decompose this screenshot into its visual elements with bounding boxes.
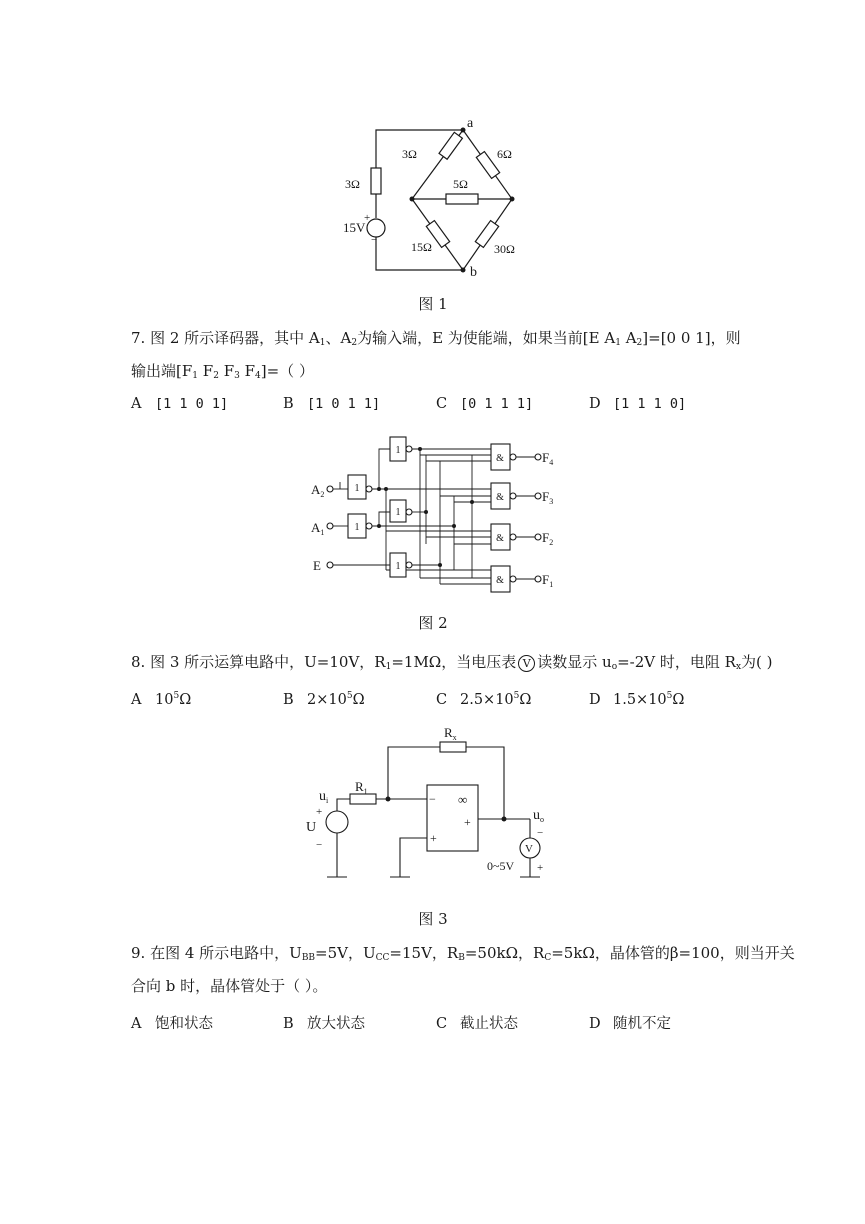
figure-2-caption: 图 2	[418, 614, 448, 632]
question-7-line-2: 输出端[$F_1$ $F_2$ $F_3$ $F_4]=$（ ）	[131, 362, 314, 381]
opamp-output-plus: +	[464, 815, 471, 829]
not-label-5: 1	[395, 561, 401, 572]
q7-option-b[interactable]: B [1 0 1 1]	[283, 396, 381, 412]
figure-3-opamp-circuit	[300, 720, 560, 885]
label-r1: $R_1$	[355, 779, 368, 796]
label-uo-minus: −	[537, 827, 544, 839]
opamp-infinity: ∞	[458, 792, 468, 807]
not-label-4: 1	[395, 507, 401, 518]
q8-option-c[interactable]: C $2.5\times 10^5\Omega$	[436, 691, 532, 708]
not-label-3: 1	[395, 445, 401, 456]
label-r-bottom-right: 30Ω	[494, 242, 515, 256]
resistor-rx	[440, 742, 466, 752]
not-label-1: 1	[354, 483, 360, 494]
label-ui: $u_i$	[319, 789, 329, 805]
figure-1-caption: 图 1	[418, 295, 448, 313]
q7-option-c[interactable]: C [0 1 1 1]	[436, 396, 534, 412]
question-9-line-2: 合向 b 时，晶体管处于（ ）。	[131, 977, 328, 995]
and-label-f2: &	[496, 533, 504, 544]
label-source: 15V	[343, 220, 366, 235]
output-f4-label: $F_4$	[542, 450, 554, 467]
output-f1-label: $F_1$	[542, 572, 554, 589]
label-meter-plus: +	[537, 862, 544, 874]
opamp-plus: +	[430, 831, 437, 845]
and-label-f4: &	[496, 453, 504, 464]
label-r-middle: 5Ω	[453, 177, 468, 191]
input-a2-label: $A_2$	[311, 482, 325, 499]
label-r-series: 3Ω	[345, 177, 360, 191]
node-a-label: a	[467, 116, 474, 131]
label-uo: $u_o$	[533, 808, 544, 824]
q7-option-a[interactable]: A [1 1 0 1]	[131, 396, 229, 412]
label-r-top-left: 3Ω	[402, 147, 417, 161]
input-a1-label: $A_1$	[311, 520, 325, 537]
q9-option-b[interactable]: B 放大状态	[283, 1016, 365, 1032]
q8-option-a[interactable]: A $10^5\Omega$	[131, 691, 192, 708]
question-7-line-1: 7. 图 2 所示译码器，其中 $A_1$、$A_2$为输入端，E 为使能端，如果当前[E $A_1$ $A_2]=[0$ 0 1]，则	[131, 329, 741, 348]
figure-3-caption: 图 3	[418, 910, 448, 928]
q7-option-d[interactable]: D [1 1 1 0]	[589, 396, 687, 412]
and-label-f1: &	[496, 575, 504, 586]
and-label-f3: &	[496, 492, 504, 503]
output-f2-label: $F_2$	[542, 530, 554, 547]
resistor-series-3ohm	[371, 168, 381, 194]
voltage-source-u	[326, 811, 348, 833]
label-ui-plus: +	[316, 806, 323, 818]
question-8-text: 8. 图 3 所示运算电路中，U=10V，$R_1=1M\Omega$，当电压表 V 读数显示 $u_o=-2V$ 时，电阻 $R_x$为( )	[131, 653, 773, 672]
label-source-minus: −	[371, 234, 378, 246]
voltmeter-icon: V	[518, 655, 535, 672]
label-r-bottom-left: 15Ω	[411, 240, 432, 254]
figure-2-decoder-circuit	[305, 430, 565, 600]
q8-option-d[interactable]: D $1.5\times 10^5\Omega$	[589, 691, 685, 708]
q9-option-d[interactable]: D 随机不定	[589, 1016, 671, 1032]
q8-option-b[interactable]: B $2\times 10^5\Omega$	[283, 691, 365, 708]
label-ui-minus: −	[316, 839, 323, 851]
node-b-label: b	[470, 265, 477, 280]
label-u: U	[306, 820, 317, 835]
output-f3-label: $F_3$	[542, 489, 554, 506]
label-r-top-right: 6Ω	[497, 147, 512, 161]
not-label-2: 1	[354, 522, 360, 533]
label-meter-range: 0~5V	[487, 859, 515, 873]
voltmeter-label: V	[525, 843, 533, 855]
figure-1-bridge-circuit	[330, 110, 540, 280]
q9-option-c[interactable]: C 截止状态	[436, 1016, 518, 1032]
question-9-line-1: 9. 在图 4 所示电路中，$U_{BB}=5V$，$U_{CC}=15V$，$R_B=50k\Omega$，$R_C=5k\Omega$，晶体管的β=100，则当开关	[131, 944, 795, 963]
input-e-label: E	[313, 558, 321, 573]
opamp-minus: −	[429, 792, 436, 806]
label-source-plus: +	[364, 212, 371, 224]
resistor-top-left-3ohm	[439, 132, 462, 159]
q9-option-a[interactable]: A 饱和状态	[131, 1016, 213, 1032]
resistor-middle-5ohm	[446, 194, 478, 204]
label-rx: $R_x$	[444, 725, 457, 742]
